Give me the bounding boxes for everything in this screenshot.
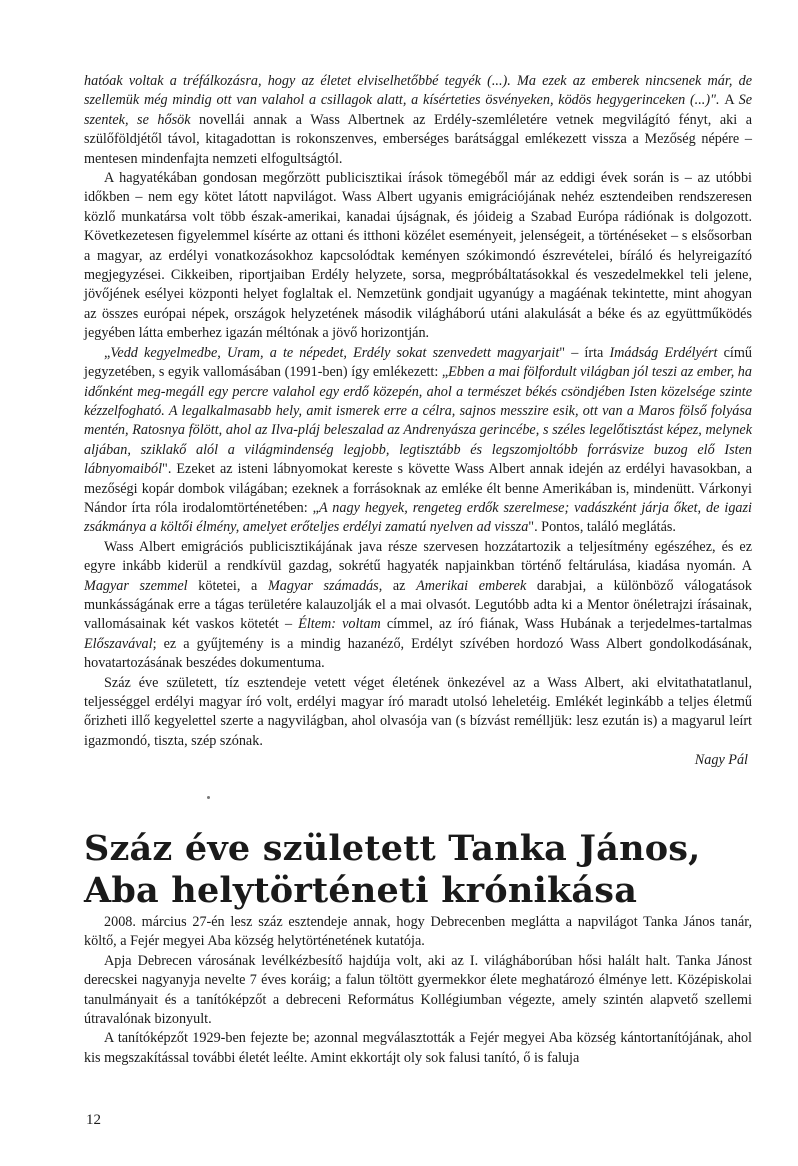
article-title-line-2: Aba helytörténeti krónikása	[84, 870, 638, 911]
italic-run: A nagy hegyek, rengeteg erdők szerelmese; vadászként járja őket, de igazi zsákmánya a költői élmény, amelyet erőteljes erdélyi zamatú nyelven ad vissza	[84, 499, 752, 536]
text-run: Wass Albert emigrációs publicisztikájának java része szervesen hozzátartozik a teljesítmény egészéhez, és ez egyre inkább kiderül a rendkívül gazdag, sokrétű hagyaték napjainkban történő feltárulása, kiadása nyomán. A	[84, 538, 752, 575]
italic-run: Amerikai emberek	[416, 577, 527, 594]
article-body	[84, 913, 752, 1068]
text-run: ". Pontos, találó meglátás.	[528, 519, 676, 536]
text-run: Száz éve született, tíz esztendeje vetett véget életének önkezével az a Wass Albert, aki elvitathatatlanul, teljességgel erdélyi magyar író volt, erdélyi magyar író maradt utolsó leheletéig. Emlékét leginkább a teljes életmű őrizheti illő kegyelettel szerte a nagyvilágban, ahol olvasója van (s bízvást remélljük: lesz ezután is) a magyarul leírt igazmondó, tiszta, szép szónak.	[84, 674, 752, 749]
italic-run: Magyar szemmel	[84, 577, 188, 594]
text-run: címmel, az író fiának, Wass Hubának a terjedelmes-tartalmas	[380, 616, 752, 633]
text-run: kötetei, a	[187, 577, 268, 594]
italic-run: Vedd kegyelmedbe, Uram, a te népedet, Erdély sokat szenvedett magyarjait	[110, 344, 560, 361]
text-run: „	[104, 344, 111, 361]
italic-run: Se szentek, se hősök	[84, 92, 752, 128]
article-paragraph-3	[84, 1029, 752, 1068]
page-number: 12	[86, 1112, 101, 1128]
article-title	[84, 828, 752, 912]
article-paragraph-2	[84, 952, 752, 1030]
text-run: Apja Debrecen városának levélkézbesítő hajdúja volt, aki az I. világháborúban hősi halált halt. Tanka Jánost derecskei nagyanyja nevelte 7 éves koráig; a falun töltött gyermekkor élete meghatározó élménye lett. Középiskolai tanulmányait és a tanítóképzőt a debreceni Református Kollégiumban végezte, amely szintén alapvető szellemi útravalónak bizonyult.	[84, 952, 752, 1028]
paragraph-2	[84, 169, 752, 344]
italic-run: Előszavával	[84, 635, 153, 652]
text-run: A tanítóképzőt 1929-ben fejezte be; azonnal megválasztották a Fejér megyei Aba község kántortanítójának, ahol kis megszakítással további életét leélte. Amint ekkortájt oly sok falusi tanító, ő is faluja	[84, 1030, 752, 1066]
italic-run: hatóak voltak a tréfálkozásra, hogy az életet elviselhetőbbé tegyék (...). Ma ezek az emberek nincsenek már, de szellemük még mindig ott van valahol a csillagok alatt, a kísérteties ösvényeken, ködös hegygerinceken (...)".	[84, 73, 752, 109]
article-continuation	[84, 72, 752, 771]
text-run: , az	[378, 577, 417, 594]
italic-run: Magyar számadás	[267, 577, 379, 594]
text-run: című jegyzetében, s egyik vallomásában (1991-ben) így emlékezett: „	[84, 344, 752, 381]
paragraph-1	[84, 72, 752, 169]
paragraph-3	[84, 344, 752, 538]
article-title-line-1: Száz éve született Tanka János,	[84, 828, 701, 869]
text-run: darabjai, a különböző válogatások munkásságának erre a tágas területére kalauzolják el a mai olvasót. Legutóbb adta ki a Mentor önéletrajzi írásainak, vallomásainak két vaskos kötetét –	[84, 577, 752, 633]
paragraph-4	[84, 538, 752, 674]
stray-dot	[207, 796, 210, 799]
text-run: A hagyatékában gondosan megőrzött publicisztikai írások tömegéből már az eddigi évek során is – az utóbbi időkben – nem egy kötet látott napvilágot. Wass Albert ugyanis emigrációjának nehéz esztendeiben rendszeresen közlő munkatársa volt több észak-amerikai, kanadai újságnak, és jóideig a Szabad Európa rádiónak is dolgozott. Következetesen figyelemmel kísérte az ottani és itthoni közélet eseményeit, jelenségeit, a történéseket – s elsősorban a magyar, az erdélyi vonatkozásokhoz kapcsolódtak keményen szókimondó észrevételei, bíráló és helyreigazító megjegyzései. Cikkeiben, riportjaiban Erdély helyzete, sorsa, megpróbáltatásokkal és veszedelmekkel teli jelene, jövőjének esélyei központi helyet foglaltak el. Nemzetünk gondjait ugyanúgy a magáénak tekintette, mint ahogyan az összes európai népek, országok helyzetének második világháború utáni alakulását a béke és az együttműködés jegyében látta emberhez igazán méltónak a jövő horizontján.	[84, 170, 752, 342]
text-run: " – írta	[559, 344, 610, 361]
italic-run: Éltem: voltam	[298, 616, 381, 633]
paragraph-5	[84, 674, 752, 752]
italic-run: Ebben a mai fölfordult világban jól teszi az ember, ha időnként meg-megáll egy percre valahol egy erdő közepén, ahol a természet békés csöndjében Isten közelsége szinte kézzelfogható. A legalkalmasabb hely, amit ismerek erre a célra, sajnos messzire esik, ott van a Maros fölső folyása mentén, Ratosnya fölött, ahol az Ilva-pláj beleszalad az Andrenyásza gerincébe, s széles legelőtisztást képez, melynek aljában, sziklakő alól a világmindenség legjobb, legtisztább és legszomjoltóbb forrásvize buzog elő Isten lábnyomaiból	[84, 364, 752, 478]
italic-run: Imádság Erdélyért	[609, 344, 718, 361]
text-run: A	[724, 92, 739, 109]
text-run: ". Ezeket az isteni lábnyomokat kereste s követte Wass Albert annak idején az erdélyi havasokban, a mezőségi kopár dombok világában; ezeknek a forrásoknak az emléke élt benne Amerikában is, mindenütt. Várkonyi Nándor írta róla irodalomtörténetében: „	[84, 461, 752, 516]
text-run: 2008. március 27-én lesz száz esztendeje annak, hogy Debrecenben meglátta a napvilágot Tanka János tanár, költő, a Fejér megyei Aba község helytörténetének kutatója.	[84, 914, 752, 950]
author-signature: Nagy Pál	[694, 752, 748, 769]
article-paragraph-1	[84, 913, 752, 952]
text-run: ; ez a gyűjtemény is a mindig hazanéző, Erdélyt szívében hordozó Wass Albert gondolkodásának, hovatartozásának beszédes dokumentuma.	[84, 635, 752, 672]
text-run: novellái annak a Wass Albertnek az Erdély-szemléletére vetnek megvilágító fényt, aki a szülőföldjétől távol, kitagadottan is rokonszenves, emberséges barátsággal emlékezett vissza a Mezőség népére – mentesen mindenfajta nemzeti elfogultságtól.	[84, 111, 752, 167]
